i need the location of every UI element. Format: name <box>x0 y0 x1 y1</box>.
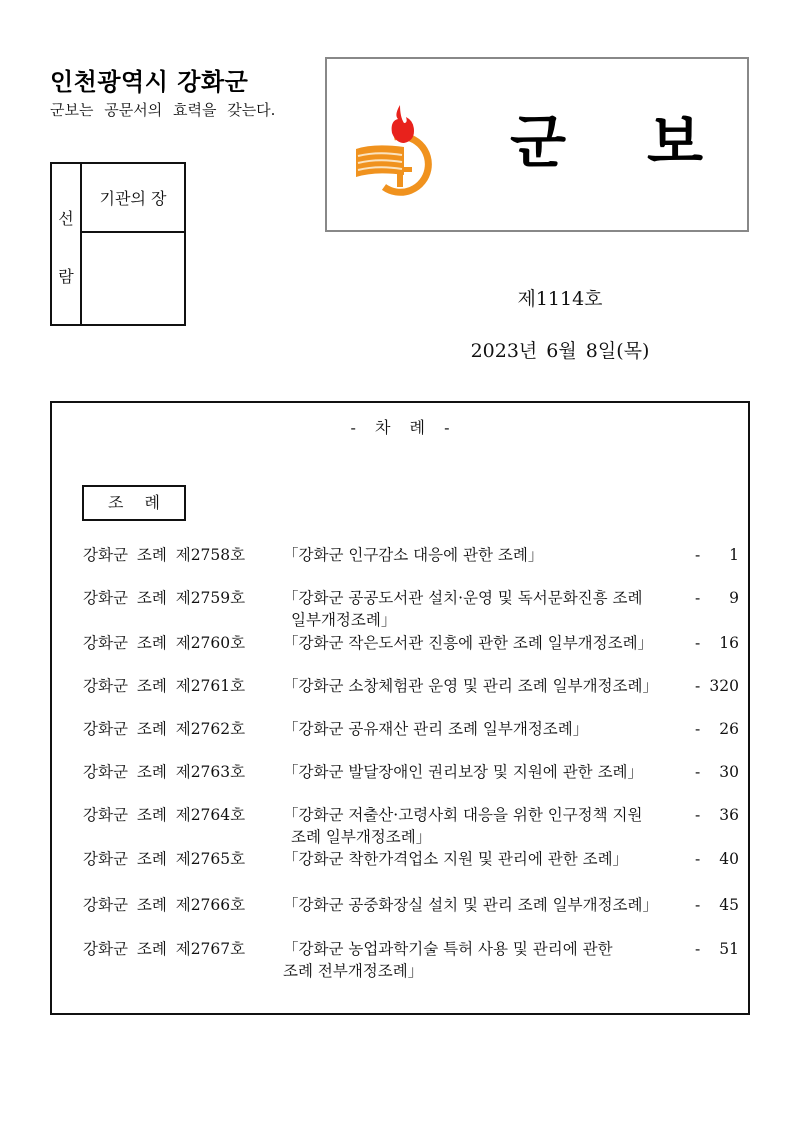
page-number: 1 <box>729 546 739 564</box>
leader-dash: - <box>695 940 701 958</box>
review-side-label <box>52 164 82 324</box>
leader-dash: - <box>695 634 701 652</box>
section-label-ordinances: 조 례 <box>82 485 186 521</box>
ordinance-title <box>283 761 693 783</box>
leader-dash: - <box>695 896 701 914</box>
toc-heading: - 차 례 - <box>350 418 450 437</box>
page-number: 9 <box>729 589 739 607</box>
agency-head-signature-cell <box>82 233 184 324</box>
review-label-char-1: 선 <box>58 209 74 228</box>
ordinance-title-line-1: 「강화군 공중화장실 설치 및 관리 조례 일부개정조례」 <box>283 896 658 914</box>
issue-date: 2023년 6월 8일(목) <box>470 340 650 362</box>
ordinance-number: 강화군 조례 제2762호 <box>83 720 246 738</box>
ordinance-title-line-1: 「강화군 작은도서관 진흥에 관한 조례 일부개정조례」 <box>283 634 654 652</box>
ordinance-number: 강화군 조례 제2758호 <box>83 546 246 564</box>
ordinance-title <box>283 718 693 740</box>
ordinance-number: 강화군 조례 제2760호 <box>83 634 246 652</box>
ordinance-number: 강화군 조례 제2765호 <box>83 850 246 868</box>
ordinance-number: 강화군 조례 제2766호 <box>83 896 246 914</box>
page-number: 320 <box>709 677 739 695</box>
gazette-masthead <box>325 57 749 232</box>
ordinance-title <box>283 544 693 566</box>
leader-dash: - <box>695 806 701 824</box>
leader-dash: - <box>695 589 701 607</box>
table-of-contents <box>50 401 750 1015</box>
page-number: 40 <box>719 850 739 868</box>
leader-dash: - <box>695 763 701 781</box>
page-number: 51 <box>719 940 739 958</box>
page-number: 30 <box>719 763 739 781</box>
ordinance-title-line-1: 「강화군 공유재산 관리 조례 일부개정조례」 <box>283 720 589 738</box>
leader-dash: - <box>695 850 701 868</box>
page-number: 26 <box>719 720 739 738</box>
review-label-char-2: 람 <box>58 267 74 286</box>
page-number: 16 <box>719 634 739 652</box>
masthead-title-char-1: 군 <box>510 108 567 176</box>
leader-dash: - <box>695 546 701 564</box>
ordinance-title-line-1: 「강화군 착한가격업소 지원 및 관리에 관한 조례」 <box>283 850 629 868</box>
ordinance-title <box>283 675 693 697</box>
ordinance-number: 강화군 조례 제2761호 <box>83 677 246 695</box>
ordinance-title <box>283 848 693 870</box>
ordinance-number: 강화군 조례 제2759호 <box>83 589 246 607</box>
ordinance-title-line-1: 「강화군 인구감소 대응에 관한 조례」 <box>283 546 544 564</box>
organization-name: 인천광역시 강화군 <box>50 68 249 96</box>
ordinance-title <box>283 632 693 654</box>
masthead-title-char-2: 보 <box>647 108 704 176</box>
review-approval-box <box>50 162 186 326</box>
ordinance-title <box>283 804 693 848</box>
ordinance-title-line-1: 「강화군 저출산·고령사회 대응을 위한 인구정책 지원 <box>283 806 643 824</box>
agency-head-label: 기관의 장 <box>82 164 184 233</box>
ordinance-title-line-1: 「강화군 발달장애인 권리보장 및 지원에 관한 조례」 <box>283 763 644 781</box>
ordinance-number: 강화군 조례 제2767호 <box>83 940 246 958</box>
ordinance-title-line-2: 조례 전부개정조례」 <box>283 962 424 980</box>
ordinance-title-line-2: 조례 일부개정조례」 <box>291 828 432 846</box>
county-emblem-icon <box>354 101 444 196</box>
leader-dash: - <box>695 677 701 695</box>
ordinance-title-line-1: 「강화군 농업과학기술 특허 사용 및 관리에 관한 <box>283 940 613 958</box>
page-number: 45 <box>719 896 739 914</box>
ordinance-number: 강화군 조례 제2763호 <box>83 763 246 781</box>
page-number: 36 <box>719 806 739 824</box>
legal-effect-notice: 군보는 공문서의 효력을 갖는다. <box>50 101 276 119</box>
ordinance-title-line-1: 「강화군 공공도서관 설치·운영 및 독서문화진흥 조례 <box>283 589 643 607</box>
ordinance-number: 강화군 조례 제2764호 <box>83 806 246 824</box>
ordinance-title <box>283 894 693 916</box>
ordinance-title <box>283 938 693 982</box>
issue-number: 제1114호 <box>517 288 603 310</box>
leader-dash: - <box>695 720 701 738</box>
ordinance-title <box>283 587 693 631</box>
ordinance-title-line-2: 일부개정조례」 <box>291 611 397 629</box>
ordinance-title-line-1: 「강화군 소창체험관 운영 및 관리 조례 일부개정조례」 <box>283 677 658 695</box>
